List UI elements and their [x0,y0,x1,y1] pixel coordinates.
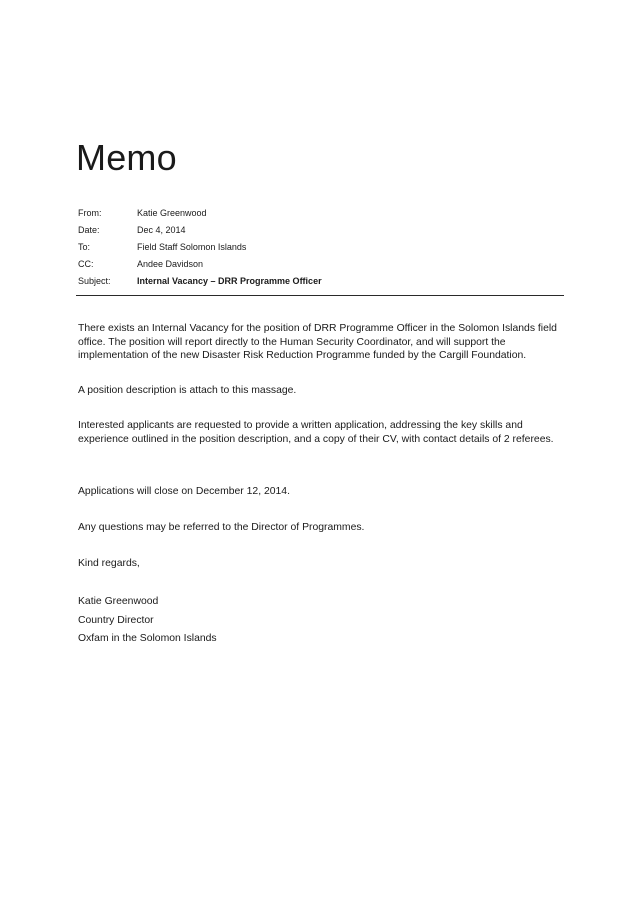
header-row-cc [78,256,564,273]
body-paragraph-questions: Any questions may be referred to the Director of Programmes. [78,522,365,533]
subject-label: Subject: [78,276,111,286]
header-row-subject [78,273,564,290]
body-paragraph-vacancy: There exists an Internal Vacancy for the position of DRR Programme Officer in the Solomon Islands field office. The position will report directly to the Human Security Coordinator, and will support the implementation of the new Disaster Risk Reduction Programme funded by the Cargill Foundation. [78,323,557,361]
header-divider [76,295,564,296]
signature-organization: Oxfam in the Solomon Islands [78,633,217,644]
date-value: Dec 4, 2014 [137,225,186,235]
body-paragraph-closing-date: Applications will close on December 12, 2014. [78,486,290,497]
date-label: Date: [78,225,100,235]
subject-value: Internal Vacancy – DRR Programme Officer [137,276,322,286]
body-paragraph-application: Interested applicants are requested to provide a written application, addressing the key skills and experience outlined in the position description, and a copy of their CV, with contact details of 2 referees. [78,420,554,445]
memo-header [78,205,564,290]
header-row-date [78,222,564,239]
header-row-to [78,239,564,256]
from-value: Katie Greenwood [137,208,207,218]
closing-salutation: Kind regards, [78,558,140,569]
memo-title: Memo [76,137,177,178]
signature-name: Katie Greenwood [78,596,159,607]
cc-label: CC: [78,259,94,269]
to-label: To: [78,242,91,252]
signature-role: Country Director [78,615,154,626]
header-row-from [78,205,564,222]
cc-value: Andee Davidson [137,259,204,269]
to-value: Field Staff Solomon Islands [137,242,247,252]
from-label: From: [78,208,102,218]
body-paragraph-attachment: A position description is attach to this massage. [78,385,297,396]
